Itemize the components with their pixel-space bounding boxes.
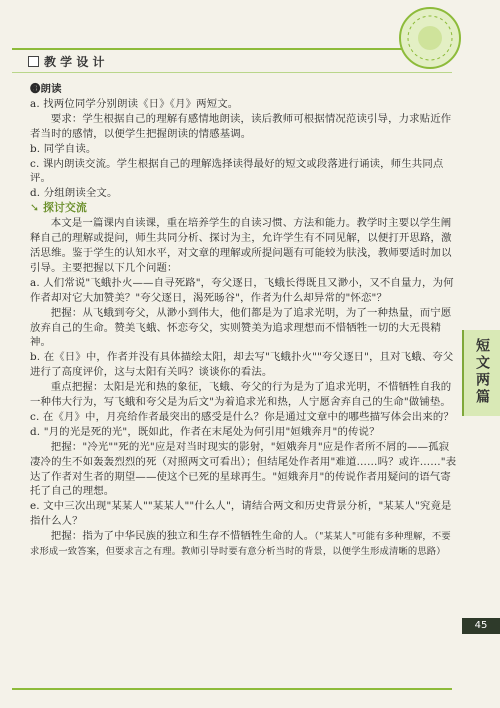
header-subrule	[12, 72, 452, 73]
reading-item-b: b. 同学自读。	[30, 142, 97, 155]
answer-e	[30, 529, 458, 559]
section-header-title: 教 学 设 计	[44, 54, 105, 69]
section-header	[28, 52, 105, 70]
answer-e-note: （"某某人"可能有多种理解，不要求形成一致答案，但要求言之有理。教师引导时要有意分析当时的背景，以便学生形成清晰的思路）	[30, 531, 451, 558]
reading-item-a: a. 找两位同学分别朗读《日》《月》两短文。	[30, 97, 239, 110]
question-b: b. 在《日》中，作者并没有具体描绘太阳，却去写"飞蛾扑火""夸父逐日"，且对飞蛾、夸父进行了高度评价，这与太阳有关吗？谈谈你的看法。	[30, 351, 454, 379]
reading-item-d: d. 分组朗读全文。	[30, 187, 118, 200]
main-content	[30, 82, 458, 559]
side-tab-label: 短文两篇	[474, 338, 490, 406]
discussion-heading	[30, 201, 458, 216]
question-c: c. 在《月》中，月亮给作者最突出的感受是什么？你是通过文章中的哪些描写体会出来的？	[30, 410, 454, 423]
discussion-intro: 本文是一篇课内自读课，重在培养学生的自读习惯、方法和能力。教学时主要以学生阐释自己的理解或提问，师生共同分析、探讨为主，允许学生有不同见解，以便打开思路，激活思维。鉴于学生的认知水平，对文章的理解或所提问题有可能较为肤浅，教师要适时加以引导。主要把握以下几个问题：	[30, 217, 452, 274]
footer-rule	[12, 688, 452, 690]
reading-requirement: 要求：学生根据自己的理解有感情地朗读，读后教师可根据情况范读引导，力求贴近作者当时的感情，以便学生把握朗读的情感基调。	[30, 112, 452, 140]
answer-e-main: 把握：指为了中华民族的独立和生存不惜牺牲生命的人。	[50, 530, 315, 543]
reading-item-c: c. 课内朗读交流。学生根据自己的理解选择读得最好的短文或段落进行诵读，师生共同点评。	[30, 157, 444, 185]
question-e: e. 文中三次出现"某某人""某某人""什么人"，请结合两文和历史背景分析，"某某人"究竟是指什么人？	[30, 500, 452, 528]
header-rule	[12, 48, 452, 50]
checkbox-square-icon	[28, 56, 39, 67]
decorative-circle-icon	[396, 4, 464, 72]
answer-d: 把握："冷光""死的光"应是对当时现实的影射，"姮娥奔月"应是作者所不屑的——孤寂凄冷的生不如轰轰烈烈的死（对照两文可看出）；但结尾处作者用"难道……吗？或许……"表达了作者对生者的期望——使这个已死的星球再生。"姮娥奔月"的传说作者用疑问的语气寄托了自己的理想。	[30, 440, 457, 498]
answer-a: 把握：从飞蛾到夸父，从渺小到伟大，他们都是为了追求光明，为了一种热量，而宁愿放弃自己的生命。赞美飞蛾、怀恋夸父，实则赞美为追求理想而不惜牺牲一切的大无畏精神。	[30, 306, 452, 349]
arrow-icon: ➘	[30, 201, 44, 215]
reading-heading: ❸朗读	[30, 83, 62, 95]
discussion-heading-text: 探讨交流	[43, 201, 87, 215]
page-number: 45	[474, 620, 488, 631]
answer-b: 重点把握：太阳是光和热的象征，飞蛾、夸父的行为是为了追求光明，不惜牺牲自我的一种伟大行为，写飞蛾和夸父是为后文"为着追求光和热，人宁愿舍弃自己的生命"做铺垫。	[30, 381, 452, 409]
question-d: d. "月的光是死的光"，既如此，作者在末尾处为何引用"姮娥奔月"的传说？	[30, 425, 380, 438]
question-a: a. 人们常说"飞蛾扑火——自寻死路"，夸父逐日，飞蛾长得既且又渺小，又不自量力，为何作者却对它大加赞美？"夸父逐日，渴死旸谷"，作者为什么却异常的"怀恋"？	[30, 276, 454, 304]
